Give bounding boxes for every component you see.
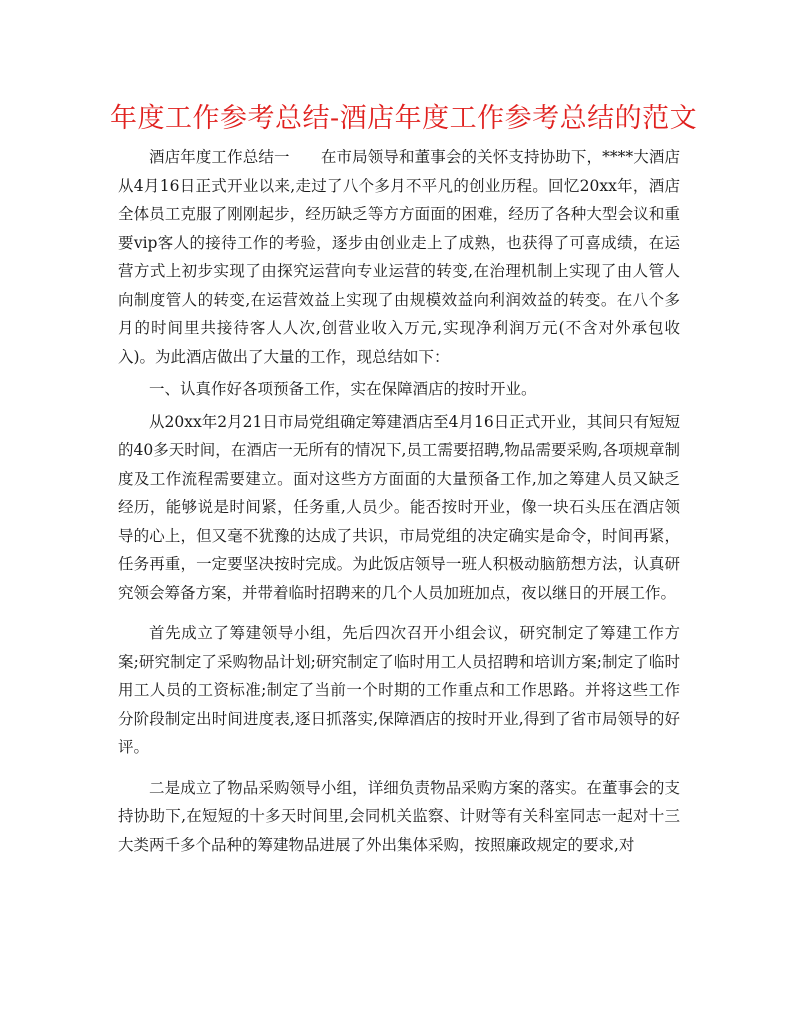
paragraph-section-heading: 一、认真作好各项预备工作，实在保障酒店的按时开业。	[149, 380, 537, 398]
document-title: 年度工作参考总结-酒店年度工作参考总结的范文	[110, 103, 698, 134]
paragraph-procurement-group: 二是成立了物品采购领导小组，详细负责物品采购方案的落实。在董事会的支持协助下,在短短的十多天时间里,会同机关监察、计财等有关科室同志一起对十三大类两千多个品种的筹建物品进展了外出集体采购，按照廉政规定的要求,对	[118, 778, 680, 854]
document-body	[118, 143, 680, 863]
paragraph-preparation: 从20xx年2月21日市局党组确定筹建酒店至4月16日正式开业，其间只有短短的40多天时间，在酒店一无所有的情况下,员工需要招聘,物品需要采购,各项规章制度及工作流程需要建立。面对这些方方面面的大量预备工作,加之筹建人员又缺乏经历，能够说是时间紧，任务重,人员少。能否按时开业，像一块石头压在酒店领导的心上，但又毫不犹豫的达成了共识，市局党组的决定确实是命令，时间再紧，任务再重，一定要坚决按时完成。为此饭店领导一班人积极动脑筋想方法，认真研究领会筹备方案，并带着临时招聘来的几个人员加班加点，夜以继日的开展工作。	[118, 412, 680, 602]
paragraph-leadership-group: 首先成立了筹建领导小组，先后四次召开小组会议，研究制定了筹建工作方案;研究制定了采购物品计划;研究制定了临时用工人员招聘和培训方案;制定了临时用工人员的工资标准;制定了当前一个时期的工作重点和工作思路。并将这些工作分阶段制定出时间进度表,逐日抓落实,保障酒店的按时开业,得到了省市局领导的好评。	[118, 624, 680, 756]
paragraph-intro: 酒店年度工作总结一 在市局领导和董事会的关怀支持协助下，****大酒店从4月16日正式开业以来,走过了八个多月不平凡的创业历程。回忆20xx年，酒店全体员工克服了刚刚起步，经历缺乏等方方面面的困难，经历了各种大型会议和重要vip客人的接待工作的考验，逐步由创业走上了成熟，也获得了可喜成绩，在运营方式上初步实现了由探究运营向专业运营的转变,在治理机制上实现了由人管人向制度管人的转变,在运营效益上实现了由规模效益向利润效益的转变。在八个多月的时间里共接待客人人次,创营业收入万元,实现净利润万元(不含对外承包收入)。为此酒店做出了大量的工作，现总结如下：	[118, 148, 680, 366]
